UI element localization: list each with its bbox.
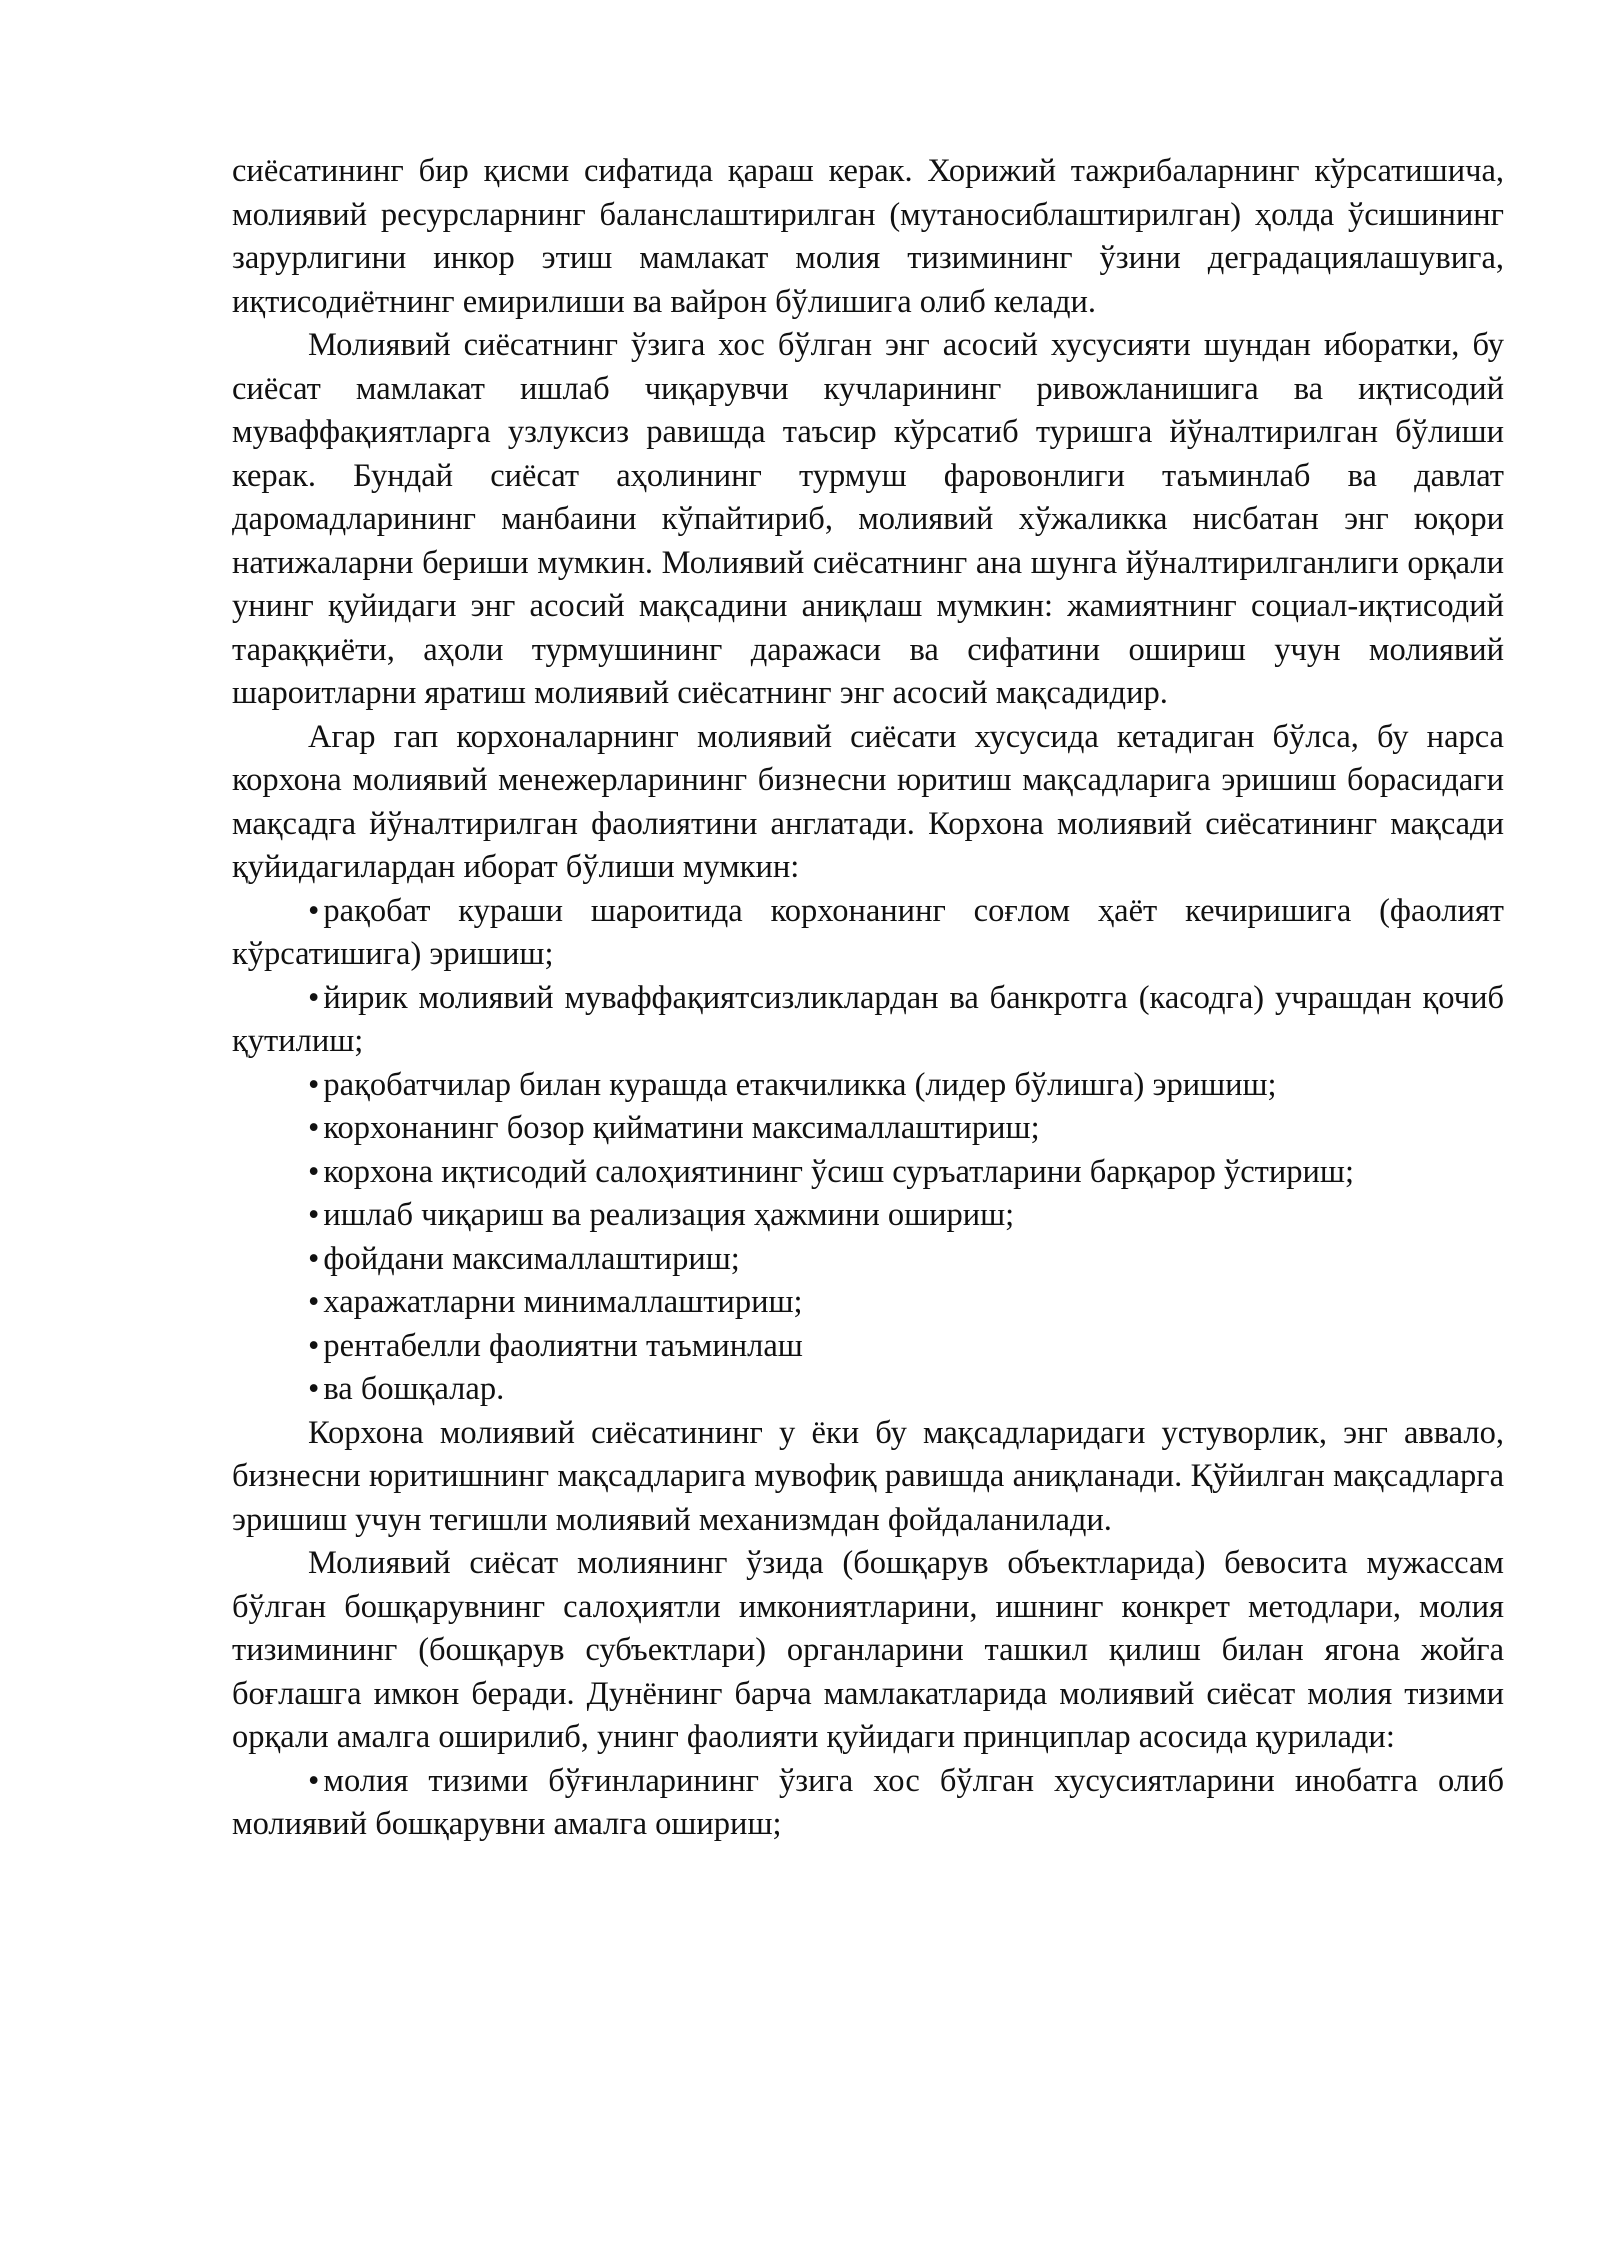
bullet-icon: • (308, 1197, 320, 1233)
bullet-text: ва бошқалар. (323, 1371, 505, 1407)
bullet-text: корхона иқтисодий салоҳиятининг ўсиш суръатларини барқарор ўстириш; (323, 1153, 1354, 1190)
paragraph-financial-system: Молиявий сиёсат молиянинг ўзида (бошқарув объектларида) бевосита мужассам бўлган бошқарувнинг салоҳиятли имкониятларини, ишнинг конкрет методлари, молия тизимининг (бошқарув субъектлари) органларини ташкил қилиш билан ягона жойга боғлашга имкон беради. Дунёнинг барча мамлакатларида молиявий сиёсат молия тизими орқали амалга оширилиб, унинг фаолияти қуйидаги принциплар асосида қурилади: (232, 1545, 1504, 1755)
bullet-item (232, 1368, 1504, 1412)
bullet-item (232, 977, 1504, 1064)
bullet-icon: • (308, 1153, 320, 1190)
bullet-text: ишлаб чиқариш ва реализация ҳажмини ошириш; (323, 1197, 1015, 1233)
bullet-item (232, 1238, 1504, 1282)
bullet-text: фойдани максималлаштириш; (323, 1240, 740, 1277)
bullet-icon: • (308, 1240, 320, 1277)
bullet-icon: • (308, 979, 320, 1016)
bullet-text: молия тизими бўғинларининг ўзига хос бўлган хусусиятларини инобатга олиб молиявий бошқарувни амалга ошириш; (232, 1762, 1504, 1842)
bullet-icon: • (308, 1371, 320, 1407)
bullet-text: рақобатчилар билан курашда етакчиликка (лидер бўлишга) эришиш; (323, 1066, 1277, 1103)
bullet-text: корхонанинг бозор қийматини максималлаштириш; (323, 1110, 1040, 1146)
bullet-text: харажатларни минималлаштириш; (323, 1284, 803, 1320)
bullet-item (232, 1760, 1504, 1847)
bullet-item (232, 1064, 1504, 1108)
document-page (232, 150, 1504, 1847)
bullet-text: йирик молиявий муваффақиятсизликлардан ва банкротга (касодга) учрашдан қочиб қутилиш; (232, 979, 1504, 1059)
bullet-icon: • (308, 1284, 320, 1320)
bullet-item (232, 890, 1504, 977)
bullet-item (232, 1281, 1504, 1325)
bullet-text: рентабелли фаолиятни таъминлаш (323, 1327, 803, 1364)
bullet-item (232, 1325, 1504, 1369)
paragraph-priority: Корхона молиявий сиёсатининг у ёки бу мақсадларидаги устуворлик, энг аввало, бизнесни юритишнинг мақсадларига мувофиқ равишда аниқланади. Қўйилган мақсадларга эришиш учун тегишли молиявий механизмдан фойдаланилади. (232, 1414, 1504, 1538)
bullet-item (232, 1151, 1504, 1195)
bullet-icon: • (308, 1110, 320, 1146)
bullet-text: рақобат кураши шароитида корхонанинг соғлом ҳаёт кечиришига (фаолият кўрсатишига) эришиш; (232, 892, 1504, 972)
paragraph-main-feature: Молиявий сиёсатнинг ўзига хос бўлган энг асосий хусусияти шундан иборатки, бу сиёсат мамлакат ишлаб чиқарувчи кучларининг ривожланишига ва иқтисодий муваффақиятларга узлуксиз равишда таъсир кўрсатиб туришга йўналтирилган бўлиши керак. Бундай сиёсат аҳолининг турмуш фаровонлиги таъминлаб ва давлат даромадларининг манбаини кўпайтириб, молиявий хўжаликка нисбатан энг юқори натижаларни бериши мумкин. Молиявий сиёсатнинг ана шунга йўналтирилганлиги орқали унинг қуйидаги энг асосий мақсадини аниқлаш мумкин: жамиятнинг социал-иқтисодий тараққиёти, аҳоли турмушининг даражаси ва сифатини ошириш учун молиявий шароитларни яратиш молиявий сиёсатнинг энг асосий мақсадидир. (232, 327, 1504, 711)
bullet-icon: • (308, 1762, 320, 1799)
bullet-item (232, 1194, 1504, 1238)
paragraph-continuation: сиёсатининг бир қисми сифатида қараш керак. Хорижий тажрибаларнинг кўрсатишича, молиявий ресурсларнинг баланслаштирилган (мутаносиблаштирилган) ҳолда ўсишининг зарурлигини инкор этиш мамлакат молия тизимининг ўзини деградациялашувига, иқтисодиётнинг емирилиши ва вайрон бўлишига олиб келади. (232, 153, 1504, 320)
bullet-icon: • (308, 1066, 320, 1103)
bullet-icon: • (308, 1327, 320, 1364)
bullet-item (232, 1107, 1504, 1151)
bullet-icon: • (308, 892, 320, 929)
paragraph-enterprise-policy: Агар гап корхоналарнинг молиявий сиёсати хусусида кетадиган бўлса, бу нарса корхона молиявий менежерларининг бизнесни юритиш мақсадларига эришиш борасидаги мақсадга йўналтирилган фаолиятини англатади. Корхона молиявий сиёсатининг мақсади қуйидагилардан иборат бўлиши мумкин: (232, 718, 1504, 885)
